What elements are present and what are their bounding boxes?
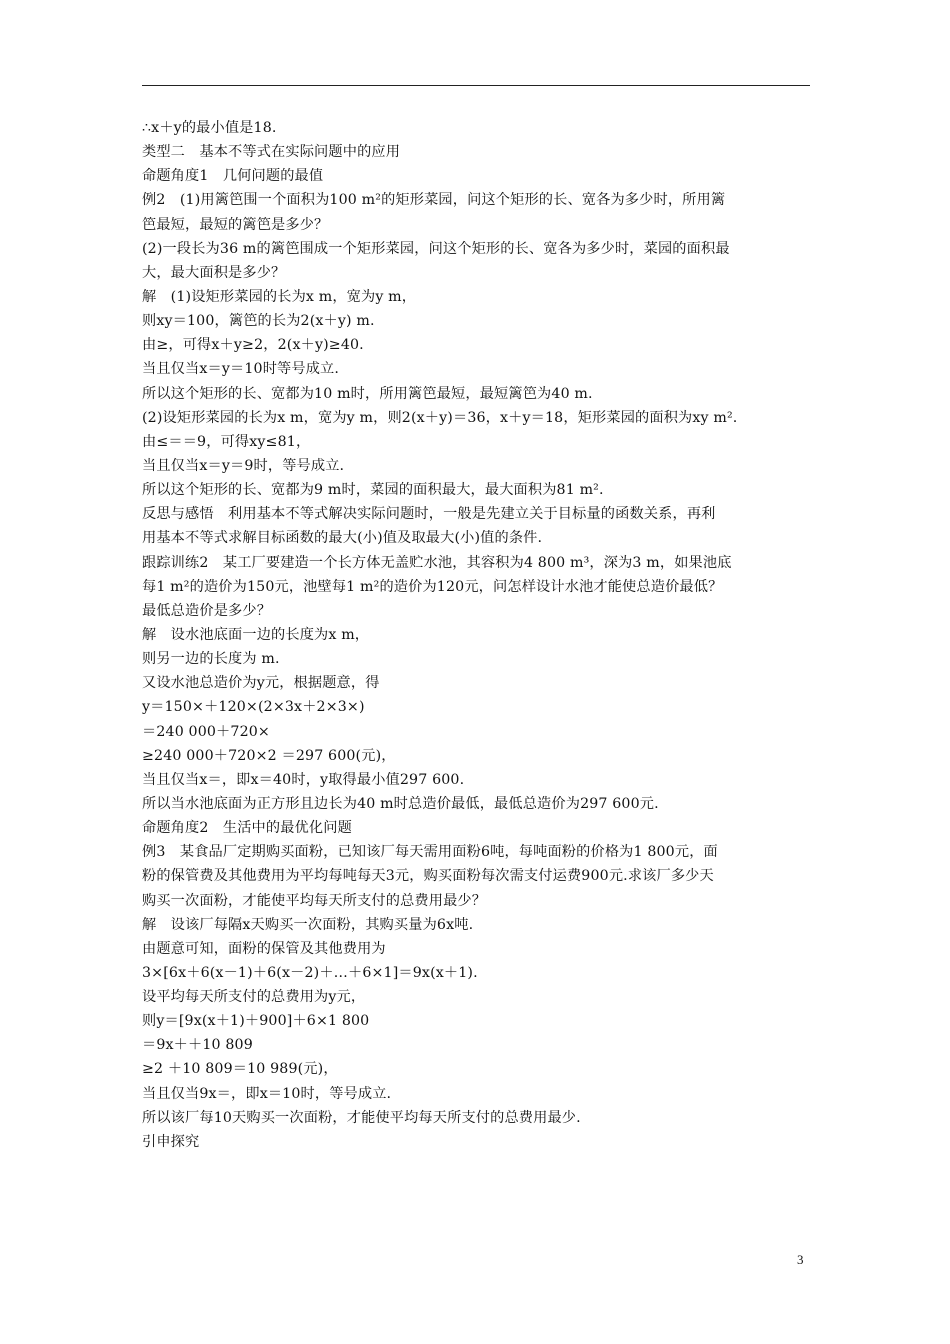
page-number: 3 xyxy=(797,1252,804,1267)
text-line: ＝240 000＋720× xyxy=(142,723,270,740)
text-line: 反思与感悟 利用基本不等式解决实际问题时，一般是先建立关于目标量的函数关系，再利 xyxy=(142,506,716,523)
text-line: 购买一次面粉，才能使平均每天所支付的总费用最少？ xyxy=(142,892,487,909)
text-line: 每1 m²的造价为150元，池壁每1 m²的造价为120元，问怎样设计水池才能使总造价最低？ xyxy=(142,578,723,595)
text-line: 跟踪训练2 某工厂要建造一个长方体无盖贮水池，其容积为4 800 m³，深为3 m，如果池底 xyxy=(142,554,732,571)
text-line: 所以该厂每10天购买一次面粉，才能使平均每天所支付的总费用最少. xyxy=(142,1109,581,1126)
text-line: 所以这个矩形的长、宽都为10 m时，所用篱笆最短，最短篱笆为40 m. xyxy=(142,385,593,402)
subsection-heading: 命题角度1 几何问题的最值 xyxy=(142,168,324,185)
text-line: 由题意可知，面粉的保管及其他费用为 xyxy=(142,940,386,957)
section-heading: 类型二 基本不等式在实际问题中的应用 xyxy=(142,144,401,161)
header-rule xyxy=(142,85,810,86)
text-line: 大，最大面积是多少？ xyxy=(142,264,286,281)
text-line: 例3 某食品厂定期购买面粉，已知该厂每天需用面粉6吨，每吨面粉的价格为1 800元，面 xyxy=(142,844,718,861)
text-line: 用基本不等式求解目标函数的最大(小)值及取最大(小)值的条件. xyxy=(142,530,543,547)
text-line: y＝150×＋120×(2×3x＋2×3×) xyxy=(142,699,365,716)
text-line: 3×[6x＋6(x－1)＋6(x－2)＋…＋6×1]＝9x(x＋1). xyxy=(142,964,478,981)
text-line: 则y＝[9x(x＋1)＋900]＋6×1 800 xyxy=(142,1013,370,1030)
text-line: 解 设该厂每隔x天购买一次面粉，其购买量为6x吨. xyxy=(142,916,474,933)
text-line: 当且仅当x＝，即x＝40时，y取得最小值297 600. xyxy=(142,771,465,788)
text-line: 最低总造价是多少？ xyxy=(142,602,272,619)
text-line: 当且仅当x＝y＝9时，等号成立. xyxy=(142,457,345,474)
text-line: 解 (1)设矩形菜园的长为x m，宽为y m， xyxy=(142,288,417,305)
text-line: 设平均每天所支付的总费用为y元， xyxy=(142,989,366,1006)
text-line: 笆最短，最短的篱笆是多少？ xyxy=(142,216,329,233)
subsection-heading: 命题角度2 生活中的最优化问题 xyxy=(142,820,352,837)
text-line: 所以当水池底面为正方形且边长为40 m时总造价最低，最低总造价为297 600元. xyxy=(142,795,659,812)
text-line: ∴x＋y的最小值是18. xyxy=(142,120,277,136)
text-line: (2)设矩形菜园的长为x m，宽为y m，则2(x＋y)＝36，x＋y＝18，矩形菜园的面积为xy m². xyxy=(142,409,738,426)
text-line: 则xy＝100，篱笆的长为2(x＋y) m. xyxy=(142,313,375,330)
text-line: ＝9x＋＋10 809 xyxy=(142,1037,253,1054)
text-line: 解 设水池底面一边的长度为x m， xyxy=(142,626,370,643)
text-line: 当且仅当x＝y＝10时等号成立. xyxy=(142,361,340,378)
text-line: 引申探究 xyxy=(142,1133,200,1150)
text-line: 由≥，可得x＋y≥2，2(x＋y)≥40. xyxy=(142,337,364,354)
text-line: 又设水池总造价为y元，根据题意，得 xyxy=(142,675,380,692)
text-line: 例2 (1)用篱笆围一个面积为100 m²的矩形菜园，问这个矩形的长、宽各为多少时，所用篱 xyxy=(142,192,726,209)
text-line: 粉的保管费及其他费用为平均每吨每天3元，购买面粉每次需支付运费900元.求该厂多少天 xyxy=(142,868,714,885)
text-line: ≥240 000＋720×2 ＝297 600(元)， xyxy=(142,747,396,764)
document-body xyxy=(142,116,822,1154)
text-line: ≥2 ＋10 809＝10 989(元)， xyxy=(142,1061,338,1078)
text-line: 由≤＝＝9，可得xy≤81， xyxy=(142,433,311,450)
text-line: (2)一段长为36 m的篱笆围成一个矩形菜园，问这个矩形的长、宽各为多少时，菜园的面积最 xyxy=(142,240,730,257)
text-line: 则另一边的长度为 m. xyxy=(142,651,280,668)
text-line: 所以这个矩形的长、宽都为9 m时，菜园的面积最大，最大面积为81 m². xyxy=(142,482,604,499)
text-line: 当且仅当9x＝，即x＝10时，等号成立. xyxy=(142,1085,392,1102)
